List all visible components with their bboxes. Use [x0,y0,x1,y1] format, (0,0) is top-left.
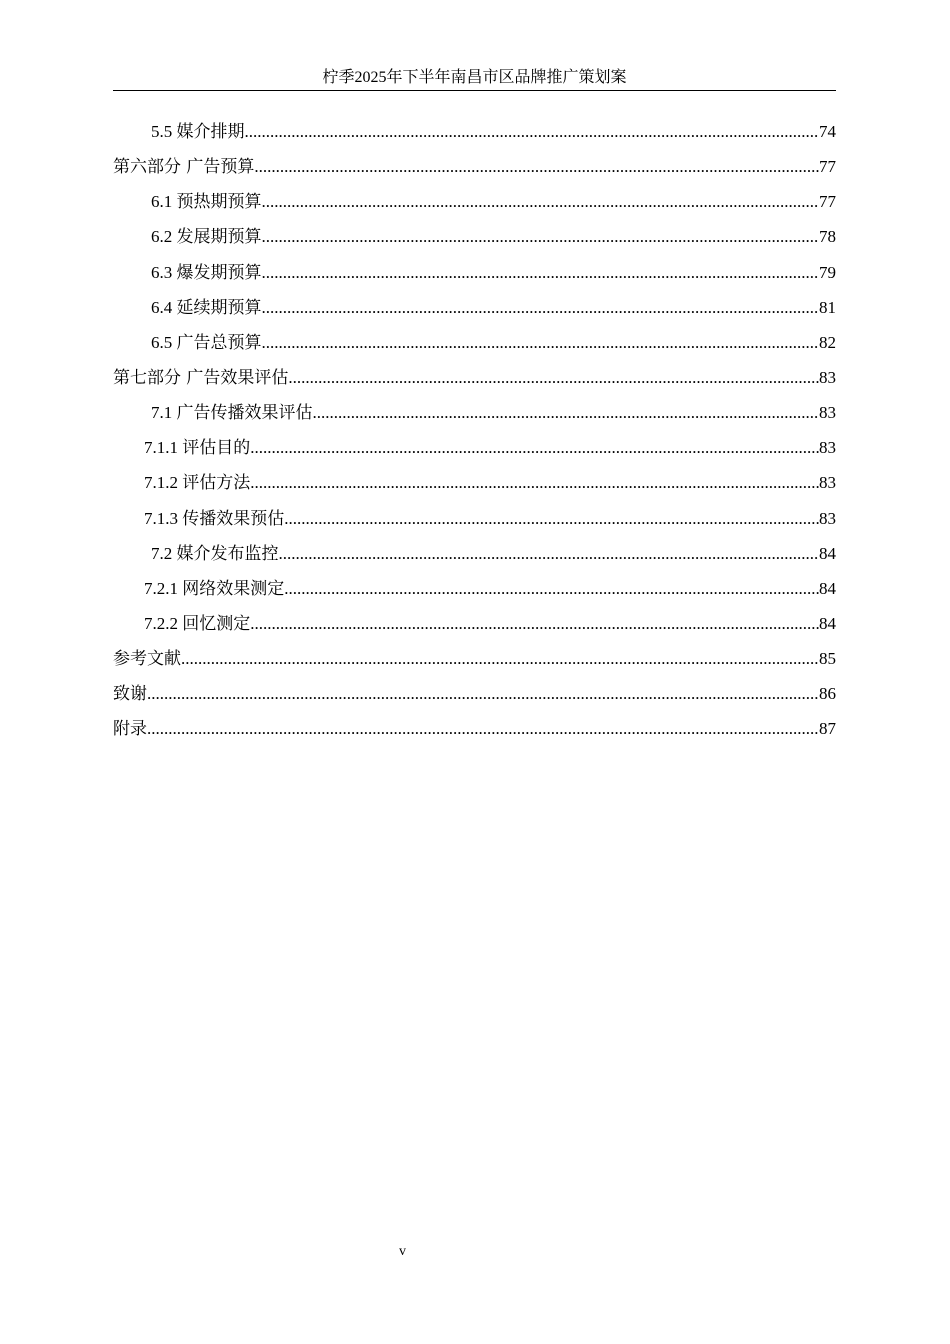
toc-leader-dots [181,641,819,676]
toc-entry-page: 81 [819,297,836,317]
toc-leader-dots [245,114,820,149]
toc-leader-dots [250,430,819,465]
toc-leader-dots [254,149,819,184]
toc-entry-label: 6.5 广告总预算 [151,332,262,352]
toc-entry-label: 6.3 爆发期预算 [151,262,262,282]
toc-entry-label: 6.2 发展期预算 [151,227,262,247]
page-number: v [399,1244,406,1259]
toc-leader-dots [279,536,820,571]
toc-entry-page: 77 [819,157,836,177]
toc-entry-label: 7.2.2 回忆测定 [144,613,251,633]
toc-entry-label: 附录 [113,719,147,740]
running-header: 柠季2025年下半年南昌市区品牌推广策划案 [113,66,836,91]
toc-entry[interactable] [113,325,836,360]
toc-leader-dots [262,255,820,290]
toc-entry-page: 77 [819,192,836,212]
toc-entry-label: 第六部分 广告预算 [113,157,255,178]
toc-leader-dots [262,325,820,360]
table-of-contents [113,114,836,747]
toc-entry-page: 85 [819,649,836,669]
toc-entry[interactable] [113,114,836,149]
toc-entry-label: 5.5 媒介排期 [151,122,245,141]
toc-leader-dots [250,606,819,641]
toc-entry-label: 第七部分 广告效果评估 [113,367,289,388]
toc-entry-label: 致谢 [113,684,147,705]
toc-leader-dots [313,395,820,430]
toc-leader-dots [262,290,820,325]
toc-entry[interactable] [113,465,836,500]
toc-entry-label: 7.1.2 评估方法 [144,473,251,493]
toc-entry[interactable] [113,571,836,606]
toc-leader-dots [284,571,819,606]
toc-entry[interactable] [113,395,836,430]
toc-leader-dots [288,360,819,395]
toc-entry-label: 7.1 广告传播效果评估 [151,403,313,423]
toc-entry-page: 84 [819,578,836,598]
toc-entry-page: 83 [819,508,836,528]
toc-entry[interactable] [113,641,836,676]
toc-entry-page: 74 [819,122,836,141]
toc-leader-dots [262,219,820,254]
toc-entry-page: 83 [819,367,836,387]
toc-entry[interactable] [113,501,836,536]
toc-entry-label: 7.2.1 网络效果测定 [144,578,285,598]
toc-entry-label: 6.1 预热期预算 [151,192,262,212]
toc-entry-page: 86 [819,684,836,704]
toc-entry[interactable] [113,219,836,254]
toc-entry-label: 6.4 延续期预算 [151,297,262,317]
toc-entry-page: 79 [819,262,836,282]
toc-leader-dots [284,501,819,536]
toc-entry[interactable] [113,290,836,325]
toc-entry-label: 7.2 媒介发布监控 [151,543,279,563]
toc-entry-page: 83 [819,403,836,423]
toc-leader-dots [250,465,819,500]
toc-leader-dots [147,676,819,711]
toc-entry-label: 7.1.3 传播效果预估 [144,508,285,528]
toc-entry-page: 83 [819,438,836,458]
toc-entry[interactable] [113,255,836,290]
toc-entry[interactable] [113,711,836,746]
toc-entry-page: 87 [819,719,836,739]
toc-entry-page: 78 [819,227,836,247]
toc-entry-label: 参考文献 [113,649,181,670]
toc-entry[interactable] [113,536,836,571]
toc-entry[interactable] [113,430,836,465]
toc-entry-page: 84 [819,613,836,633]
toc-entry[interactable] [113,184,836,219]
toc-entry[interactable] [113,360,836,395]
toc-leader-dots [147,711,819,746]
toc-entry-page: 83 [819,473,836,493]
toc-entry[interactable] [113,676,836,711]
toc-entry[interactable] [113,149,836,184]
toc-leader-dots [262,184,820,219]
toc-entry-page: 84 [819,543,836,563]
toc-entry-label: 7.1.1 评估目的 [144,438,251,458]
toc-entry-page: 82 [819,332,836,352]
toc-entry[interactable] [113,606,836,641]
